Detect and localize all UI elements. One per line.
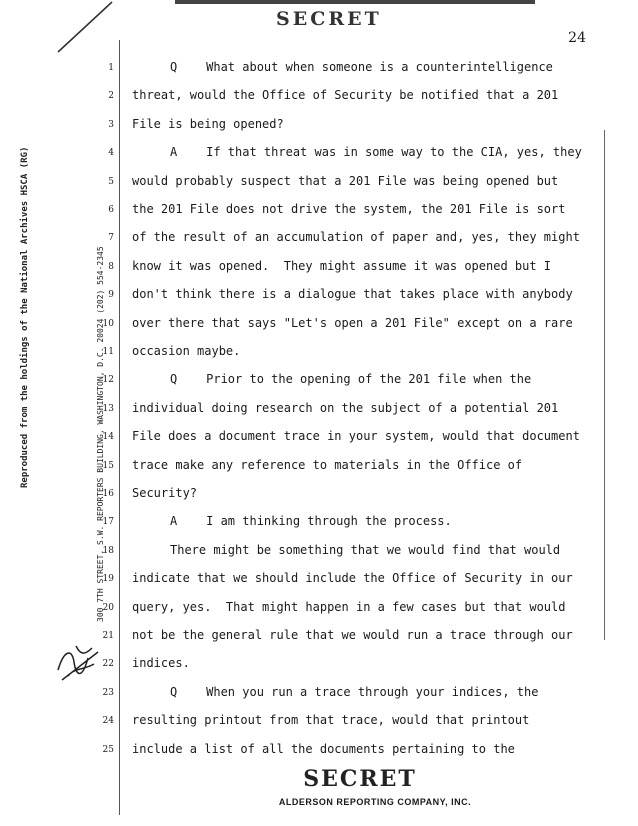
line-number: 1 (108, 63, 114, 73)
line-number: 17 (102, 517, 114, 528)
line-number: 18 (102, 545, 114, 556)
transcript-line: Q When you run a trace through your indices, the (170, 684, 539, 699)
scan-top-edge (175, 0, 535, 4)
line-number: 2 (108, 91, 114, 102)
transcript-line: indices. (132, 656, 190, 671)
line-number: 23 (102, 687, 114, 698)
archive-reproduction-note: Reproduced from the holdings of the National Archives HSCA (RG) (20, 146, 30, 488)
transcript-line: occasion maybe. (132, 344, 241, 358)
transcript-line: include a list of all the documents pertaining to the (132, 741, 515, 756)
transcript-line: the 201 File does not drive the system, the 201 File is sort (132, 202, 566, 216)
line-number: 5 (108, 176, 114, 187)
transcript-line: There might be something that we would find that would (170, 542, 561, 557)
handwritten-initials (54, 640, 104, 686)
line-number: 24 (102, 716, 114, 727)
transcript-line: would probably suspect that a 201 File was being opened but (132, 173, 559, 188)
line-number: 19 (102, 574, 114, 585)
line-number: 21 (102, 631, 114, 641)
transcript-line: query, yes. That might happen in a few cases but that would (132, 599, 566, 614)
line-number: 9 (108, 290, 114, 301)
transcript-line: don't think there is a dialogue that takes place with anybody (132, 287, 573, 302)
line-number: 6 (108, 205, 114, 215)
scan-corner-mark (0, 0, 120, 60)
line-number: 16 (102, 489, 114, 499)
transcript-line: File is being opened? (132, 116, 284, 131)
line-number: 8 (108, 261, 114, 272)
transcript-line: individual doing research on the subject of a potential 201 (132, 400, 559, 415)
reporter-address-note: 300 7TH STREET, S.W. REPORTERS BUILDING, WASHINGTON, D.C. 20024 (202) 554-2345 (96, 246, 105, 622)
transcript-line: of the result of an accumulation of paper and, yes, they might (132, 230, 580, 245)
top-classification-stamp: SECRET (276, 8, 382, 30)
transcript-line: not be the general rule that we would run a trace through our (132, 628, 573, 642)
transcript-line: File does a document trace in your system, would that document (132, 429, 580, 444)
line-number: 10 (102, 318, 114, 329)
line-number: 7 (108, 233, 114, 244)
line-number: 12 (102, 375, 114, 386)
line-number: 25 (102, 744, 114, 755)
transcript-line: resulting printout from that trace, would that printout (132, 713, 530, 728)
transcript-line: trace make any reference to materials in the Office of (132, 457, 523, 472)
line-number: 15 (102, 460, 114, 471)
transcript-line: Q What about when someone is a counterintelligence (170, 60, 553, 74)
transcript-line: indicate that we should include the Office of Security in our (132, 571, 573, 586)
transcript-line: Security? (132, 486, 198, 500)
transcript-line: A I am thinking through the process. (170, 514, 452, 529)
line-number: 22 (102, 659, 114, 670)
transcript-line: know it was opened. They might assume it was opened but I (132, 258, 552, 273)
line-number: 4 (108, 148, 114, 159)
line-number: 20 (102, 602, 114, 613)
line-number: 14 (102, 432, 114, 443)
line-number: 13 (102, 403, 114, 414)
bottom-classification-stamp: SECRET (303, 766, 417, 792)
left-margin-rule (119, 40, 120, 815)
transcript-line: A If that threat was in some way to the CIA, yes, they (170, 145, 582, 160)
line-number: 11 (102, 347, 114, 357)
transcript-line: threat, would the Office of Security be notified that a 201 (132, 88, 559, 103)
page-number: 24 (568, 30, 586, 46)
line-number: 3 (108, 119, 114, 130)
transcript-line: Q Prior to the opening of the 201 file when the (170, 372, 532, 387)
transcript-line: over there that says "Let's open a 201 File" except on a rare (132, 315, 573, 330)
reporting-company-footer: ALDERSON REPORTING COMPANY, INC. (278, 797, 472, 807)
